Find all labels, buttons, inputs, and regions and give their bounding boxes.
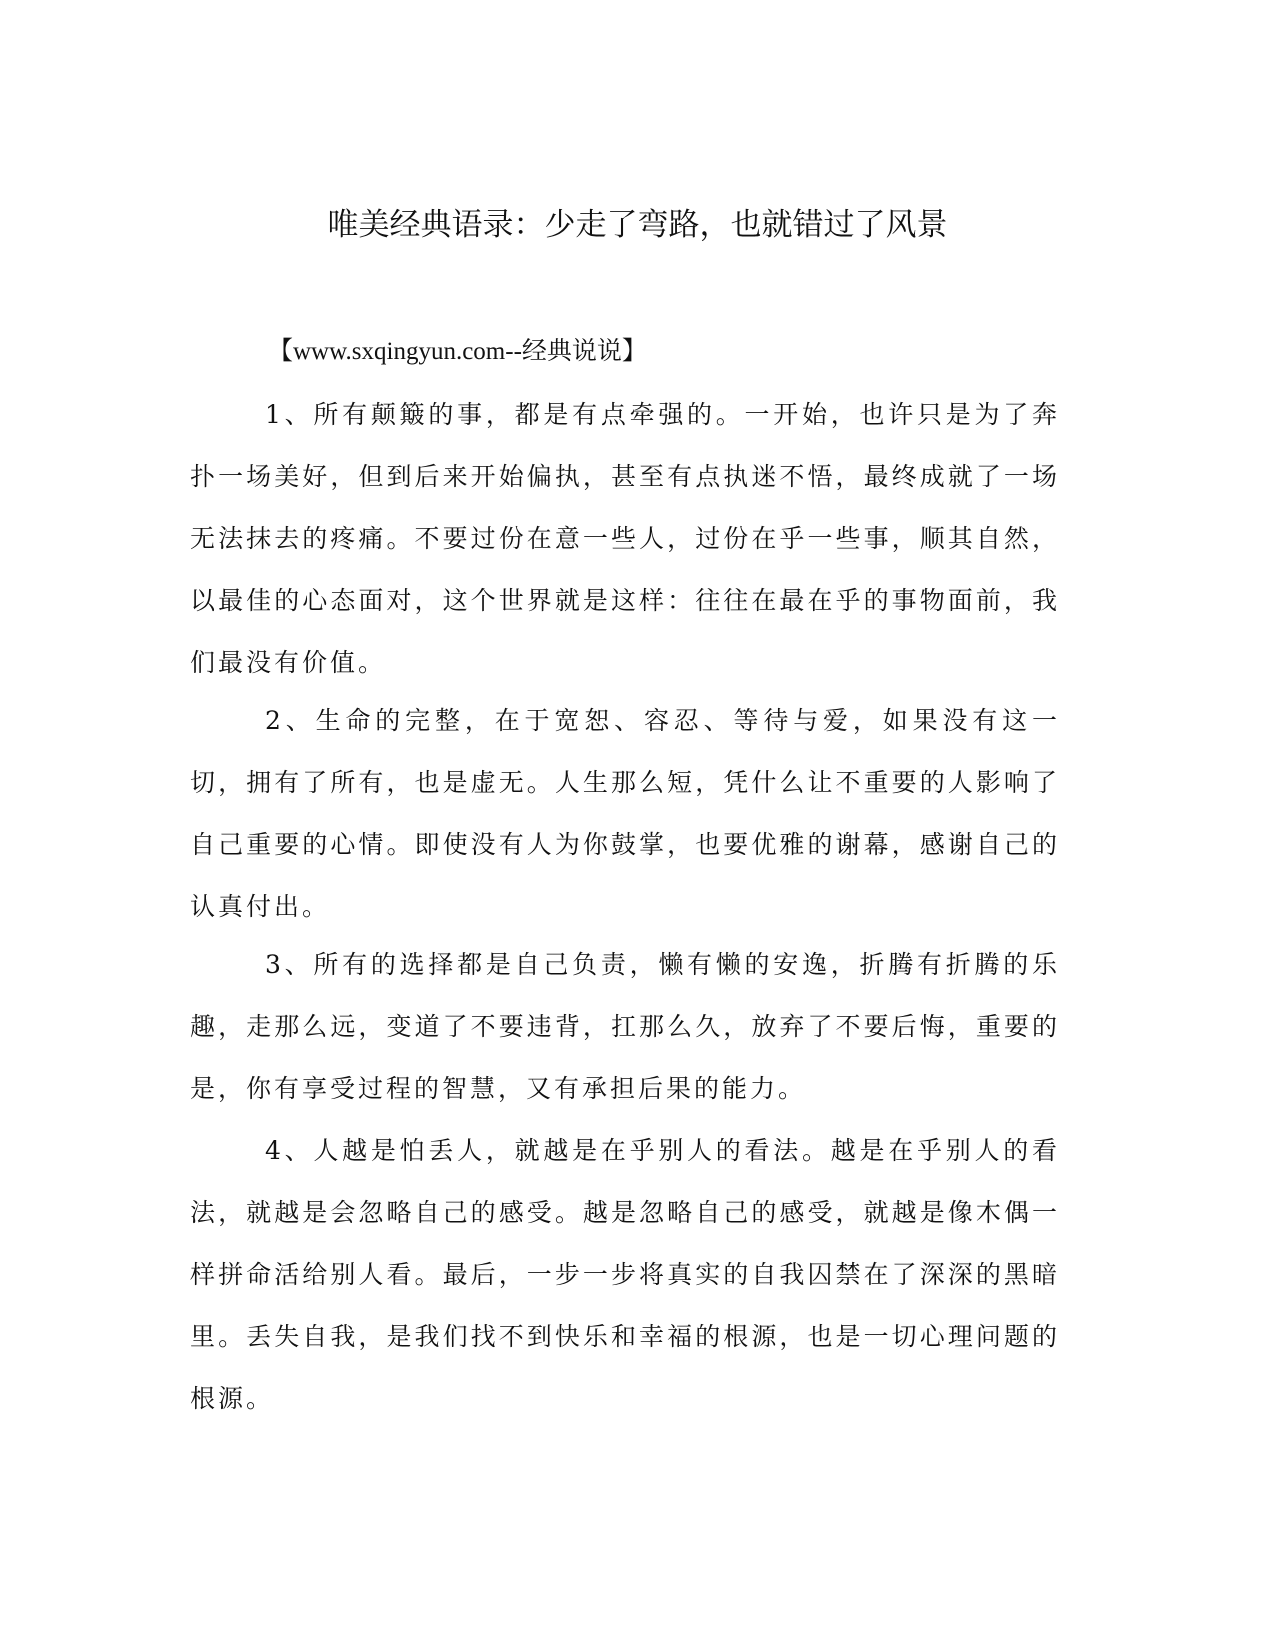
page-title: 唯美经典语录：少走了弯路，也就错过了风景 [327,207,948,243]
paragraph-3: 3、所有的选择都是自己负责，懒有懒的安逸，折腾有折腾的乐趣，走那么远，变道了不要违背，扛那么久，放弃了不要后悔，重要的是，你有享受过程的智慧，又有承担后果的能力。 [190,950,1060,1103]
paragraph-2: 2、生命的完整，在于宽恕、容忍、等待与爱，如果没有这一切，拥有了所有，也是虚无。人生那么短，凭什么让不重要的人影响了自己重要的心情。即使没有人为你鼓掌，也要优雅的谢幕，感谢自己的认真付出。 [190,706,1060,921]
paragraph-1: 1、所有颠簸的事，都是有点牵强的。一开始，也许只是为了奔扑一场美好，但到后来开始偏执，甚至有点执迷不悟，最终成就了一场无法抹去的疼痛。不要过份在意一些人，过份在乎一些事，顺其自然，以最佳的心态面对，这个世界就是这样：往往在最在乎的事物面前，我们最没有价值。 [190,400,1060,677]
paragraph-4: 4、人越是怕丢人，就越是在乎别人的看法。越是在乎别人的看法，就越是会忽略自己的感受。越是忽略自己的感受，就越是像木偶一样拼命活给别人看。最后，一步一步将真实的自我囚禁在了深深的黑暗里。丢失自我，是我们找不到快乐和幸福的根源，也是一切心理问题的根源。 [190,1136,1060,1413]
source-line: 【www.sxqingyun.com--经典说说】 [268,338,647,365]
